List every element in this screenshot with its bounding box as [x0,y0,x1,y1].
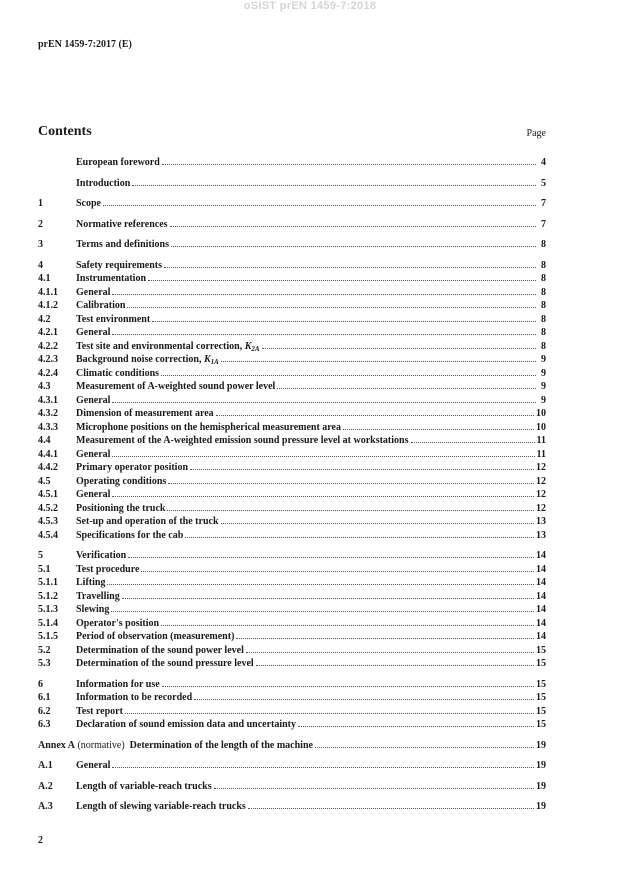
toc-entry-title: Test procedure [76,563,140,575]
toc-entry[interactable] [38,488,546,502]
toc-entry-number: 4.4 [38,435,51,446]
dot-leader [248,800,534,809]
toc-entry-title: Introduction [76,177,131,189]
toc-entry[interactable] [38,156,546,170]
dot-leader [128,549,534,558]
toc-entry-title: Length of variable-reach trucks [76,780,212,792]
toc-entry-page: 15 [536,678,546,690]
toc-entry-number: Annex A (normative) [38,739,125,751]
toc-entry-title: Safety requirements [76,259,163,271]
toc-entry-number: 5.3 [38,658,51,669]
toc-entry-page: 4 [541,157,546,168]
watermark: oSIST prEN 1459-7:2018 [243,0,377,12]
toc-entry[interactable] [38,563,546,577]
toc-entry[interactable] [38,448,546,462]
toc-entry[interactable] [38,340,546,354]
correction-subscript: 2A [251,344,260,353]
dot-leader [127,299,536,308]
toc-entry-page: 11 [536,435,546,446]
correction-subscript: 1A [210,358,219,366]
toc-entry-number: 4.2 [38,313,51,325]
toc-entry-title: Measurement of the A-weighted emission sound pressure level at workstations [76,435,409,446]
toc-entry-number: 5 [38,550,43,561]
dot-leader [162,678,534,687]
toc-entry-number: 4.5 [38,475,51,487]
toc-entry-title: Travelling [76,590,120,602]
toc-entry[interactable] [38,590,546,604]
toc-entry-number: 4.1 [38,273,51,284]
toc-entry-page: 9 [541,367,546,379]
toc-entry-number: 3 [38,239,43,250]
toc-entry-page: 8 [541,259,546,271]
toc-entry-title: Test environment [76,313,151,325]
toc-entry[interactable] [38,630,546,644]
correction-symbol: K [203,354,211,365]
toc-entry-title: Set-up and operation of the truck [76,516,219,527]
toc-entry-page: 19 [536,780,546,792]
toc-entry-title: Test report [76,705,123,717]
toc-entry-page: 7 [541,218,546,230]
toc-entry-page: 19 [536,801,546,812]
toc-entry[interactable] [38,603,546,617]
toc-entry[interactable] [38,780,546,794]
toc-entry[interactable] [38,177,546,191]
toc-entry-number: 5.2 [38,644,51,656]
toc-entry-page: 8 [541,313,546,325]
toc-entry-number: 4.5.3 [38,516,58,527]
toc-entry[interactable] [38,197,546,211]
dot-leader [298,718,534,727]
dot-leader [216,407,534,416]
toc-entry-title: Terms and definitions [76,239,169,250]
toc-entry-title: General [76,760,111,771]
dot-leader [132,177,536,186]
toc-entry-page: 8 [541,340,546,352]
toc-entry-title: Normative references [76,218,168,230]
toc-entry-number: 5.1 [38,563,51,575]
toc-entry-title: Slewing [76,604,110,615]
dot-leader [122,590,534,599]
toc-entry-number: 4.3 [38,381,51,392]
dot-leader [125,705,534,714]
correction-symbol: K [244,340,252,352]
toc-entry-page: 8 [541,300,546,311]
toc-entry[interactable] [38,502,546,516]
toc-entry[interactable] [38,353,546,367]
toc-entry[interactable] [38,549,546,563]
toc-entry-page: 5 [541,177,546,189]
toc-entry-page: 12 [536,475,546,487]
toc-entry-page: 12 [536,489,546,500]
toc-entry-page: 8 [541,327,546,338]
dot-leader [161,367,536,376]
toc-entry-title: Determination of the sound power level [76,644,244,656]
dot-leader [411,434,535,443]
dot-leader [112,286,536,295]
dot-leader [277,380,536,389]
toc-entry[interactable] [38,380,546,394]
toc-entry-title: General [76,394,111,406]
toc-entry-page: 10 [536,408,546,419]
toc-entry-title: Verification [76,550,127,561]
toc-entry-title: Primary operator position [76,462,189,473]
dot-leader [112,394,536,403]
dot-leader [168,475,534,484]
dot-leader [185,529,534,538]
toc-entry-number: 4.2.2 [38,340,58,352]
toc-entry[interactable] [38,218,546,232]
toc-entry-page: 15 [536,692,546,703]
toc-entry[interactable] [38,475,546,489]
toc-entry-title: Information to be recorded [76,692,193,703]
toc-entry-page: 8 [541,239,546,250]
toc-entry-page: 13 [536,529,546,541]
toc-entry-title: Scope [76,198,101,209]
toc-entry-page: 9 [541,394,546,406]
toc-entry-number: 4.3.1 [38,394,58,406]
contents-heading: Contents [38,124,92,139]
toc-entry-number: 4.5.4 [38,529,58,541]
toc-entry-page: 8 [541,286,546,298]
dot-leader [236,630,534,639]
toc-entry-number: 5.1.2 [38,590,58,602]
toc-entry[interactable] [38,259,546,273]
toc-entry-title: Information for use [76,678,160,690]
toc-entry[interactable] [38,576,546,590]
toc-entry-page: 15 [536,705,546,717]
toc-entry-page: 15 [536,644,546,656]
toc-entry-page: 15 [536,719,546,730]
toc-entry-number: 5.1.1 [38,577,58,588]
toc-entry[interactable] [38,678,546,692]
toc-entry-title: Determination of the length of the machine [124,739,313,751]
toc-entry-page: 14 [536,617,546,629]
toc-entry-title: Measurement of A-weighted sound power level [76,381,276,392]
toc-entry-number: 4.3.3 [38,421,58,433]
toc-entry-number: 4.1.1 [38,286,58,298]
toc-entry-page: 7 [541,198,546,209]
toc-entry-title: Lifting [76,577,106,588]
toc-entry-page: 14 [536,563,546,575]
toc-entry-page: 12 [536,462,546,473]
toc-entry[interactable] [38,657,546,671]
toc-entry-title: Positioning the truck [76,502,166,514]
footer-page-number: 2 [38,835,43,846]
dot-leader [256,657,534,666]
dot-leader [170,218,536,227]
toc-entry-title: Length of slewing variable-reach trucks [76,801,246,812]
dot-leader [190,461,534,470]
toc-entry[interactable] [38,800,546,814]
toc-entry-number: 4.5.1 [38,489,58,500]
toc-entry[interactable] [38,617,546,631]
dot-leader [164,259,536,268]
toc-entry[interactable] [38,718,546,732]
toc-entry-page: 14 [536,550,546,561]
toc-entry-page: 15 [536,658,546,669]
toc-entry-page: 19 [536,739,546,751]
toc-entry-page: 19 [536,760,546,771]
toc-entry-number: 4.4.1 [38,448,58,460]
dot-leader [148,272,536,281]
table-of-contents [38,156,546,814]
dot-leader [194,691,534,700]
dot-leader [111,603,534,612]
dot-leader [262,340,536,349]
dot-leader [112,326,536,335]
toc-entry-page: 14 [536,604,546,615]
dot-leader [103,197,536,206]
dot-leader [221,353,536,362]
toc-entry-number: 6 [38,678,43,690]
dot-leader [112,759,534,768]
toc-entry-page: 9 [541,381,546,392]
toc-entry[interactable] [38,529,546,543]
toc-entry-page: 8 [541,273,546,284]
document-id: prEN 1459-7:2017 (E) [38,39,132,50]
toc-entry[interactable] [38,394,546,408]
toc-entry-title: Dimension of measurement area [76,408,214,419]
dot-leader [152,313,536,322]
toc-entry-number: 4.2.1 [38,327,58,338]
toc-entry[interactable] [38,407,546,421]
toc-entry-title: Background noise correction, $K_{1A}$ [76,354,219,366]
toc-entry[interactable] [38,238,546,252]
toc-entry[interactable] [38,739,546,753]
toc-entry-title: Microphone positions on the hemispherical measurement area [76,421,341,433]
toc-entry-title: Determination of the sound pressure level [76,658,254,669]
toc-entry[interactable] [38,434,546,448]
toc-entry-title: Calibration [76,300,126,311]
toc-entry-title: Test site and environmental correction, $K_{2A}$ [76,340,260,353]
toc-entry[interactable] [38,299,546,313]
toc-entry-page: 14 [536,590,546,602]
toc-entry-number: 5.1.5 [38,631,58,642]
dot-leader [214,780,534,789]
toc-entry-number: 4 [38,259,43,271]
toc-entry[interactable] [38,515,546,529]
toc-entry-page: 11 [536,448,546,460]
toc-entry-number: 4.3.2 [38,408,58,419]
dot-leader [221,515,534,524]
toc-entry-page: 13 [536,516,546,527]
toc-entry-number: 1 [38,198,43,209]
dot-leader [162,156,536,165]
toc-entry-number: 6.3 [38,719,51,730]
toc-entry-title: Period of observation (measurement) [76,631,235,642]
toc-entry-title: Operating conditions [76,475,167,487]
toc-entry-title: General [76,489,111,500]
toc-entry[interactable] [38,461,546,475]
toc-entry-page: 14 [536,577,546,588]
toc-entry-page: 14 [536,631,546,642]
dot-leader [112,448,534,457]
toc-entry[interactable] [38,421,546,435]
toc-entry-title: General [76,286,111,298]
dot-leader [141,563,534,572]
toc-entry[interactable] [38,705,546,719]
toc-entry-number: 4.4.2 [38,462,58,473]
toc-entry[interactable] [38,691,546,705]
toc-entry-number: A.3 [38,801,53,812]
toc-entry[interactable] [38,286,546,300]
toc-entry-number: 4.1.2 [38,300,58,311]
toc-entry-number: 6.2 [38,705,51,717]
toc-entry[interactable] [38,272,546,286]
toc-entry-number: 6.1 [38,692,51,703]
toc-entry-number: 4.2.4 [38,367,58,379]
toc-entry-page: 10 [536,421,546,433]
dot-leader [161,617,534,626]
page-column-label: Page [526,128,546,139]
dot-leader [167,502,534,511]
toc-entry-number: A.2 [38,780,53,792]
toc-entry-number: A.1 [38,760,53,771]
toc-entry-title: Operator's position [76,617,160,629]
dot-leader [171,238,536,247]
toc-entry[interactable] [38,367,546,381]
toc-entry-title: European foreword [76,157,160,168]
dot-leader [107,576,534,585]
dot-leader [315,739,534,748]
toc-entry-title: General [76,448,111,460]
toc-entry-title: General [76,327,111,338]
toc-entry[interactable] [38,313,546,327]
toc-entry-number: 5.1.4 [38,617,58,629]
toc-entry-title: Instrumentation [76,273,147,284]
toc-entry-number: 4.2.3 [38,354,58,365]
annex-note: (normative) [74,739,125,751]
dot-leader [246,644,534,653]
toc-entry-page: 12 [536,502,546,514]
dot-leader [343,421,534,430]
toc-entry-title: Specifications for the cab [76,529,184,541]
toc-entry-title: Declaration of sound emission data and uncertainty [76,719,297,730]
toc-entry-number: 5.1.3 [38,604,58,615]
toc-entry[interactable] [38,326,546,340]
toc-entry-number: 4.5.2 [38,502,58,514]
toc-entry-page: 9 [541,354,546,365]
dot-leader [112,488,534,497]
toc-entry-title: Climatic conditions [76,367,160,379]
toc-entry[interactable] [38,644,546,658]
toc-entry-number: 2 [38,218,43,230]
toc-entry[interactable] [38,759,546,773]
